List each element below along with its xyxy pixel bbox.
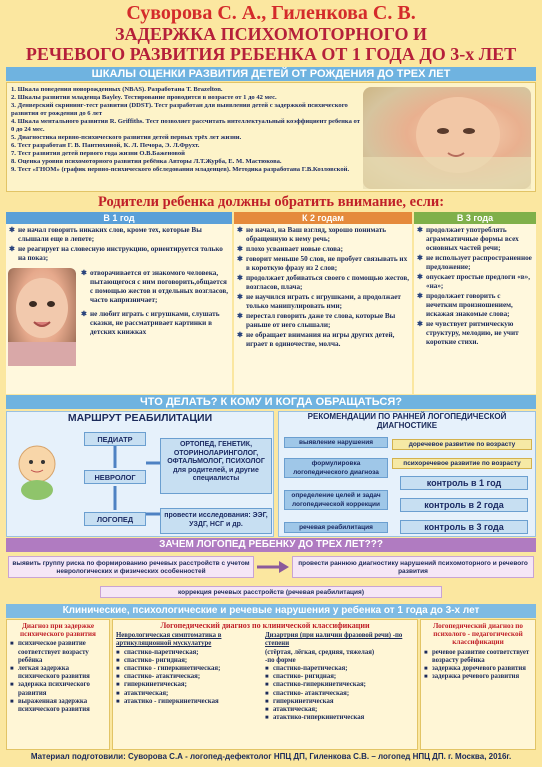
list-item: ✱ не использует распространенное предложение; [417, 254, 533, 272]
rec-step-1: выявление нарушения [284, 437, 388, 448]
col-3years-list [417, 226, 533, 347]
list-item: ✱ плохо усваивает новые слова; [237, 245, 409, 254]
what-to-do-band: ЧТО ДЕЛАТЬ? К КОМУ И КОГДА ОБРАЩАТЬСЯ? [6, 395, 536, 409]
list-item: ✱ перестал говорить даже те слова, которые Вы раньше от него слышали; [237, 312, 409, 330]
logoped-box: ЛОГОПЕД [84, 512, 146, 526]
clinic-sub2b: (стёртая, лёгкая, средняя, тяжелая) [265, 648, 375, 656]
clinic-sub1: Неврологическая симптоматика в артикуляционной мускулатуре [116, 632, 222, 648]
list-item: ■ задержка психического развития [10, 681, 106, 697]
rec-step-4: речевая реабилитация [284, 522, 388, 533]
arrow-right-icon [255, 558, 291, 576]
list-item: ■ спастико-паретическая; [265, 665, 414, 673]
col-2years-list [237, 226, 409, 349]
list-item: ✱ не любит играть с игрушками, слушать сказки, не рассматривает картинки в детских книжках [81, 310, 229, 337]
rec-right-1: доречевое развитие по возрасту [392, 439, 532, 450]
list-item: 1. Шкала поведения новорожденных (NBAS). Разработана T. Brazelton. [11, 86, 223, 93]
rec-control-2: контроль в 2 года [400, 498, 528, 512]
col-1year-list-top [9, 226, 229, 263]
col-1year-list-bottom [81, 269, 229, 337]
route-arrows [110, 446, 162, 516]
scales-list [11, 86, 361, 174]
list-item: ✱ не чувствует ритмическую структуру, мелодию, не учит короткие стихи. [417, 320, 533, 347]
list-item: ■ атактико-гиперкинетическая [265, 714, 414, 722]
clinic-col-1 [6, 619, 110, 750]
list-item: ✱ не обращает внимания на игры других детей, играет в одиночестве, молча. [237, 331, 409, 349]
clinic-col-3-title: Логопедический диагноз по психолого - педагогической классификации [433, 622, 523, 647]
list-item: ✱ отворачивается от знакомого человека, пытающегося с ним поговорить,общается с помощью жестов и отдельных возгласов, часто капризничает; [81, 269, 229, 305]
list-item: ■ спастико- ригидная; [116, 657, 265, 665]
list-item: 2. Шкалы развития младенца Bayley. Тестирование проводится в возрасте от 1 до 42 мес. [11, 94, 277, 101]
list-item: ■ спастико - гиперкинетическая; [116, 665, 265, 673]
col-2years-head: К 2 годам [234, 212, 412, 224]
research-box: провести исследования: ЭЭГ, УЗДГ, НСГ и др. [160, 508, 272, 534]
route-title: МАРШРУТ РЕАБИЛИТАЦИИ [67, 412, 213, 424]
clinic-col-3-list [424, 649, 532, 682]
list-item: ✱ говорит меньше 50 слов, не пробует связывать их в короткую фразу из 2 слов; [237, 255, 409, 273]
list-item: ■ атактическая; [116, 690, 265, 698]
specialists-box: ОРТОПЕД, ГЕНЕТИК, ОТОРИНОЛАРИНГОЛОГ, ОФТАЛЬМОЛОГ, ПСИХОЛОГ для родителей, и другие специалисты [160, 438, 272, 494]
list-item: ■ спастико- ригидная; [265, 673, 414, 681]
clinic-col-2b-list [265, 665, 414, 722]
clinic-sub2: Дизартрия (при наличии фразовой речи) -по степени [265, 632, 403, 648]
poster-title-line3: РЕЧЕВОГО РАЗВИТИЯ РЕБЕНКА ОТ 1 ГОДА ДО 3-х ЛЕТ [25, 44, 517, 64]
baby-drawing-icon [11, 442, 63, 502]
list-item: ■ гиперкинетическая [265, 698, 414, 706]
poster-title-line2: ЗАДЕРЖКА ПСИХОМОТОРНОГО И [115, 24, 427, 44]
list-item: 3. Денверский скрининг-тест развития (DDST). Тест разработан для выявления детей с задержкой психического развития от рождения до 6 лет [11, 102, 348, 117]
list-item: ✱ продолжает говорить с нечетким произношением, искажая знакомые слова; [417, 292, 533, 319]
list-item: ■ психическое развитие соответствует возрасту ребёнка [10, 640, 106, 665]
list-item: 9. Тест «ГНОМ» (график нервно-психического обследования младенцев). Методика разработана Г.В.Козловской. [11, 166, 350, 173]
list-item: ■ речевое развитие соответствует возрасту ребёнка [424, 649, 532, 665]
list-item: ■ атактико - гиперкинетическая [116, 698, 265, 706]
list-item: ✱ продолжает употреблять аграмматичные формы всех основных частей речи; [417, 226, 533, 253]
clinic-sub2c: -по форме [265, 656, 296, 664]
poster-authors: Суворова С. А., Гиленкова С. В. [126, 2, 416, 24]
clinic-col-1-title: Диагноз при задержке психического развития [20, 622, 96, 639]
list-item: 4. Шкала ментального развития R. Griffiths. Тест позволяет рассчитать интеллектуальный коэффициент ребенка от 0 до 24 мес. [11, 118, 360, 133]
clinic-col-2a-list [116, 649, 265, 706]
list-item: 8. Оценка уровня психомоторного развития ребёнка Авторы Л.Т.Журба, Е. М. Мастюкова. [11, 158, 282, 165]
clinic-col-2-title: Логопедический диагноз по клинической классификации [160, 621, 370, 630]
list-item: ■ задержка речевого развития [424, 673, 532, 681]
rec-control-1: контроль в 1 год [400, 476, 528, 490]
list-item: ✱ продолжает добиваться своего с помощью жестов, возгласов, плача; [237, 274, 409, 292]
list-item: 7. Тест развития детей первого года жизни О.В.Баженовой [11, 150, 185, 157]
footer-credits: Материал подготовили: Суворова С.А - логопед-дефектолог НПЦ ДП, Гиленкова С.В. – логопед НПЦ ДП. г. Москва, 2016г. [30, 752, 512, 761]
why-left: выявить группу риска по формированию речевых расстройств с учетом неврологических и физических особенностей [8, 556, 254, 578]
rec-step-3: определение целей и задач логопедической коррекции [284, 490, 388, 510]
clinic-col-1-list [10, 640, 106, 714]
list-item: ■ гиперкинетическая; [116, 681, 265, 689]
why-right: провести раннюю диагностику нарушений психомоторного и речевого развития [292, 556, 534, 578]
list-item: ■ спастико- атактическая; [265, 690, 414, 698]
col-1year-head: В 1 год [6, 212, 232, 224]
list-item: ■ спастико-гиперкинетическая; [265, 681, 414, 689]
why-band: ЗАЧЕМ ЛОГОПЕД РЕБЕНКУ ДО ТРЕХ ЛЕТ??? [6, 538, 536, 552]
list-item: ✱ не научился играть с игрушками, а продолжает только манипулировать ими; [237, 293, 409, 311]
list-item: ■ легкая задержка психического развития [10, 665, 106, 681]
list-item: ■ задержка доречевого развития [424, 665, 532, 673]
scales-box [6, 82, 536, 192]
rec-right-2: психоречевое развитие по возрасту [392, 458, 532, 469]
rec-step-2: формулировка логопедического диагноза [284, 458, 388, 478]
list-item: ✱ не начал, на Ваш взгляд, хорошо понимать обращенную к нему речь; [237, 226, 409, 244]
rec-control-3: контроль в 3 года [400, 520, 528, 534]
pediatr-box: ПЕДИАТР [84, 432, 146, 446]
baby-photo-top [363, 87, 531, 189]
list-item: 6. Тест разработан Г. В. Пантюхиной, К. Л. Печора, Э. Л.Фрухт. [11, 142, 200, 149]
list-item: ✱ не реагирует на словесную инструкцию, ориентируется только на показ; [9, 245, 229, 263]
recommendations-title: РЕКОМЕНДАЦИИ ПО РАННЕЙ ЛОГОПЕДИЧЕСКОЙ ДИАГНОСТИКЕ [307, 412, 507, 430]
list-item: ■ атактическая; [265, 706, 414, 714]
list-item: ■ спастико-паретическая; [116, 649, 265, 657]
col-3years [414, 224, 536, 394]
list-item: 5. Диагностика нервно-психического развития детей первых трёх лет жизни. [11, 134, 242, 141]
list-item: ✱ опускает простые предлоги «в», «на»; [417, 273, 533, 291]
parents-heading: Родители ребенка должны обратить внимание, если: [97, 194, 445, 210]
col-2years [234, 224, 412, 394]
nevrolog-box: НЕВРОЛОГ [84, 470, 146, 484]
list-item: ■ выраженная задержка психического развития [10, 698, 106, 714]
scales-band: ШКАЛЫ ОЦЕНКИ РАЗВИТИЯ ДЕТЕЙ ОТ РОЖДЕНИЯ ДО ТРЕХ ЛЕТ [6, 67, 536, 81]
clinic-col-3 [420, 619, 536, 750]
why-bottom: коррекция речевых расстройств (речевая реабилитация) [100, 586, 442, 598]
list-item: ✱ не начал говорить никаких слов, кроме тех, которые Вы слышали еще в лепете; [9, 226, 229, 244]
col-3years-head: В 3 года [414, 212, 536, 224]
clinic-band: Клинические, психологические и речевые нарушения у ребенка от 1 года до 3-х лет [6, 604, 536, 618]
baby-photo-middle [8, 268, 76, 366]
clinic-col-2 [112, 619, 418, 750]
list-item: ■ спастико- атактическая; [116, 673, 265, 681]
